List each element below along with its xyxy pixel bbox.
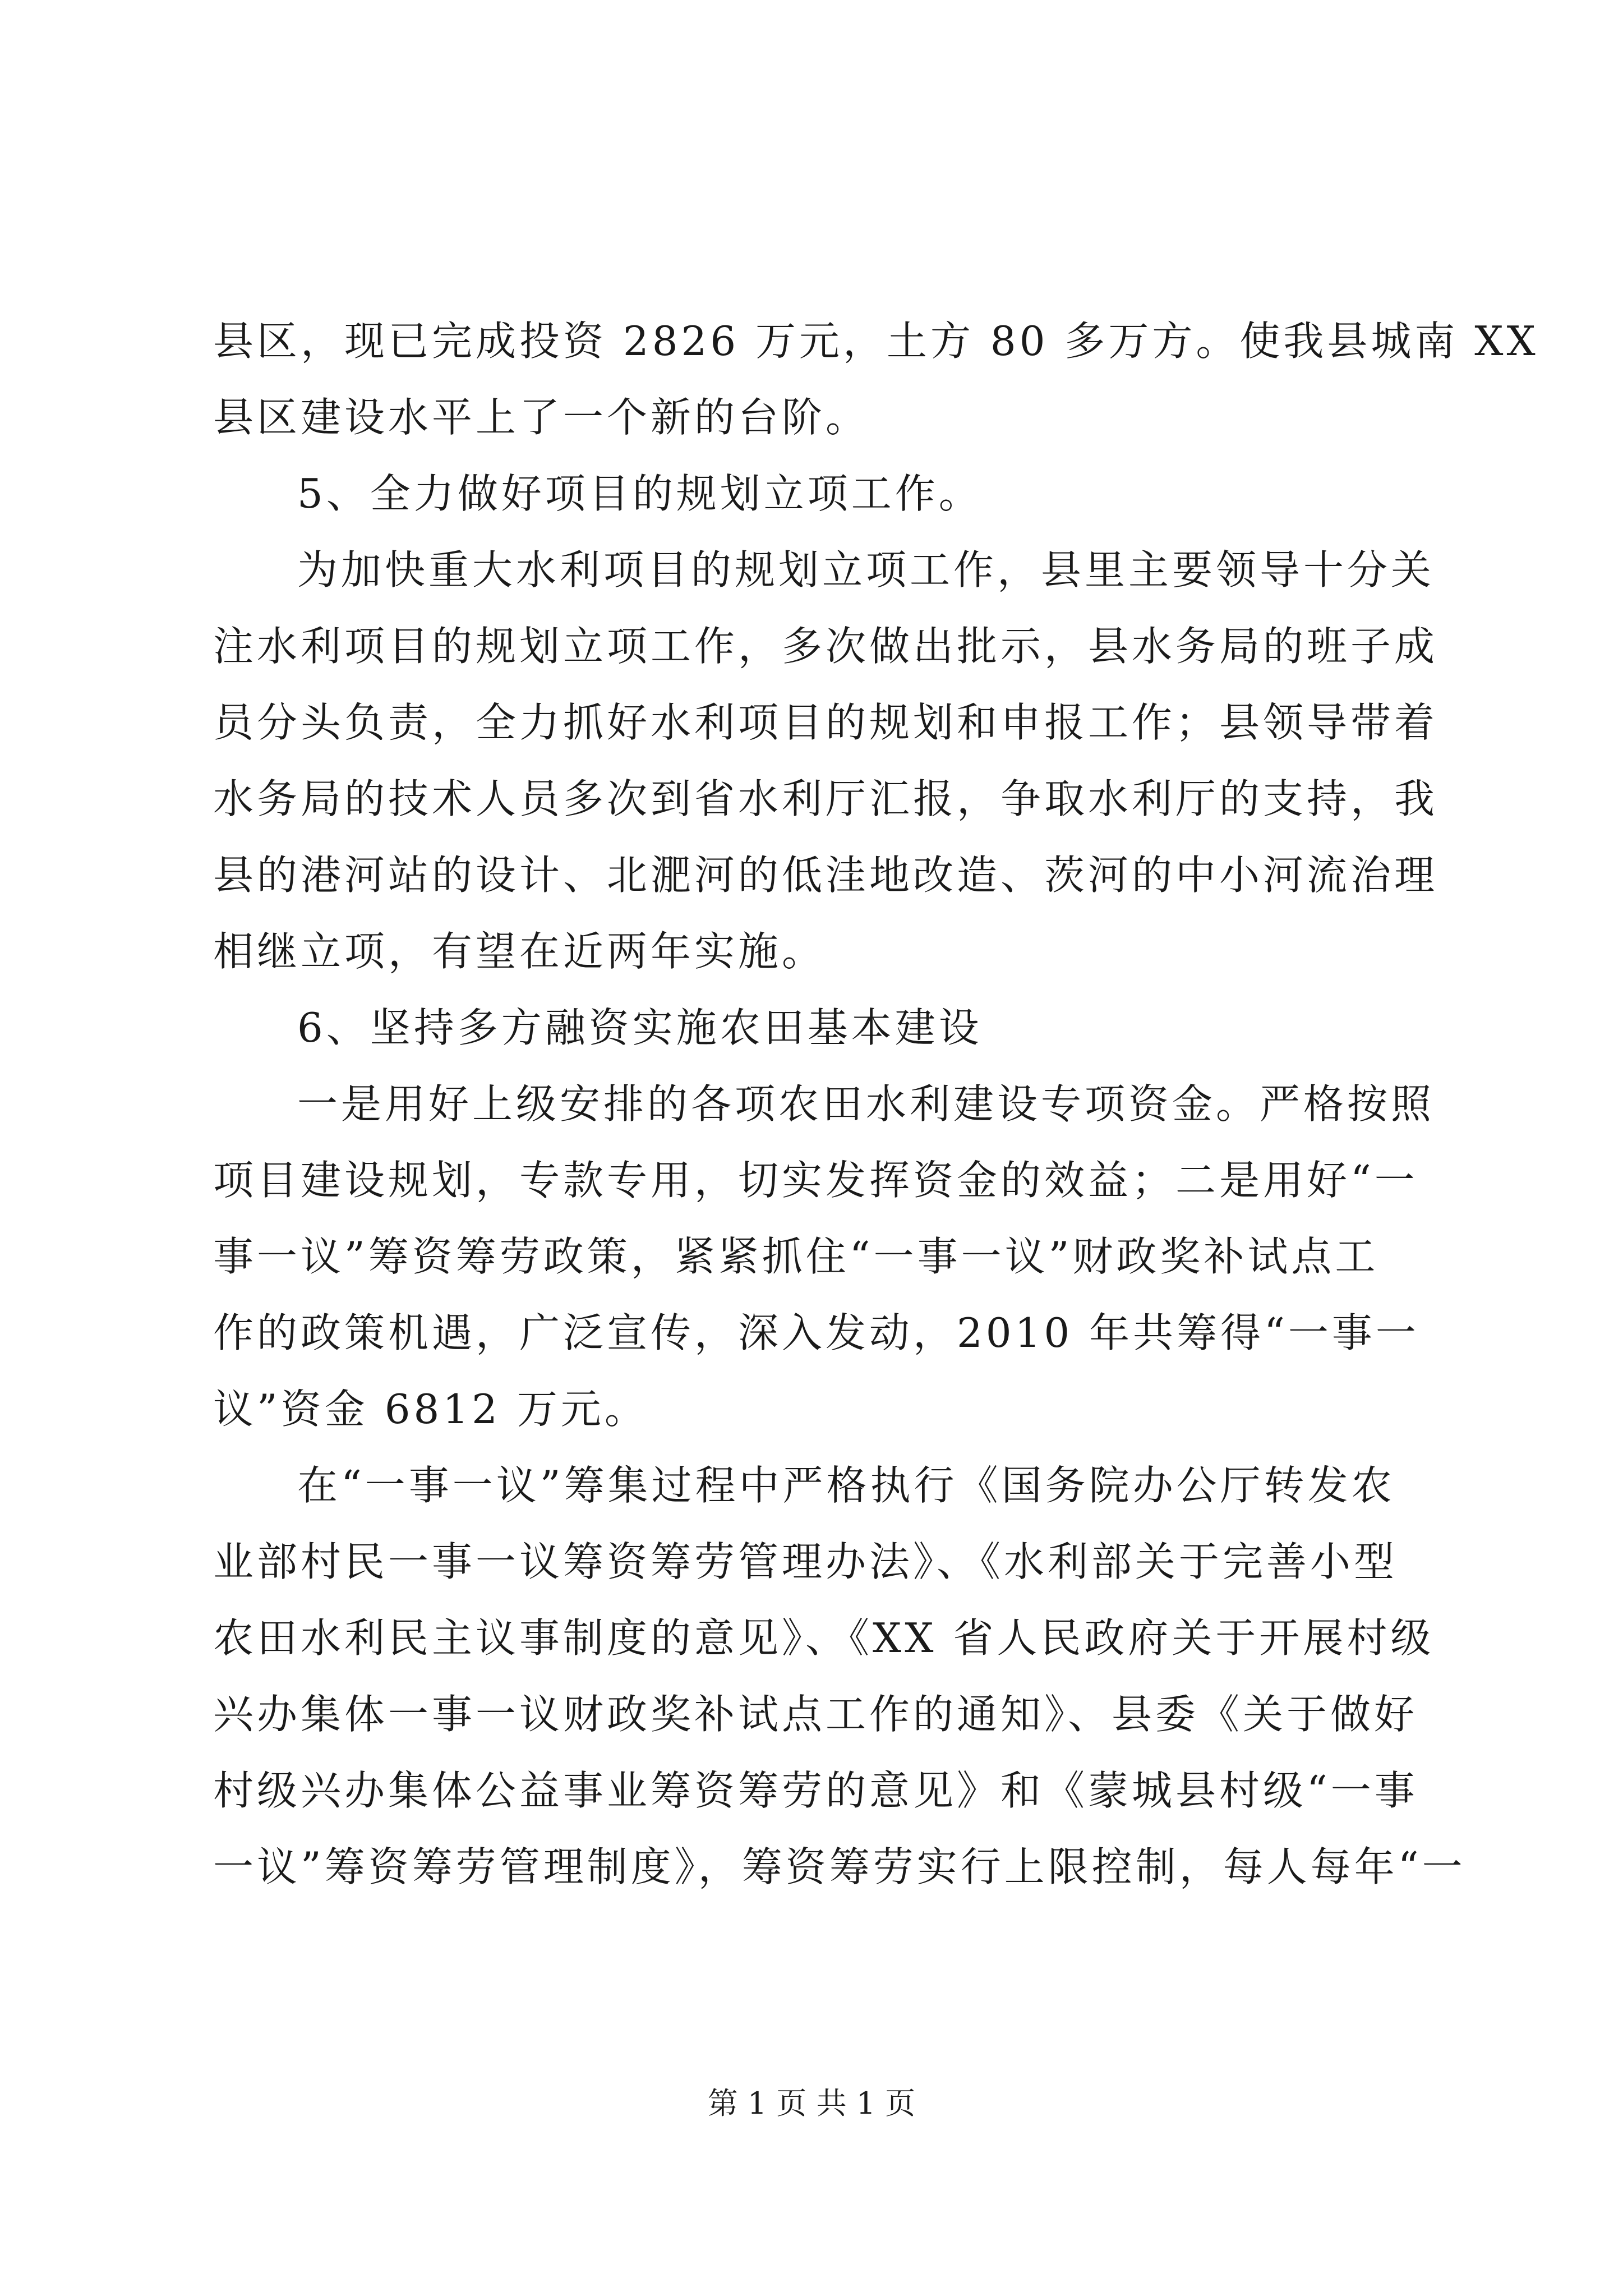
text-line: 农田水利民主议事制度的意见》、《XX 省人民政府关于开展村级 <box>213 1614 1435 1662</box>
text-line: 相继立项，有望在近两年实施。 <box>213 928 826 975</box>
text-line: 业部村民一事一议筹资筹劳管理办法》、《水利部关于完善小型 <box>213 1538 1398 1585</box>
document-body <box>213 303 1539 1905</box>
text-line: 县区，现已完成投资 2826 万元，土方 80 多万方。使我县城南 XX <box>213 318 1539 365</box>
text-line: 事一议”筹资筹劳政策，紧紧抓住“一事一议”财政奖补试点工 <box>213 1233 1379 1280</box>
text-line: 项目建设规划，专款专用，切实发挥资金的效益；二是用好“一 <box>213 1157 1418 1204</box>
text-line: 县区建设水平上了一个新的台阶。 <box>213 394 870 441</box>
section-heading: 6、坚持多方融资实施农田基本建设 <box>297 1004 983 1051</box>
text-line: 议”资金 6812 万元。 <box>213 1386 648 1433</box>
text-line: 为加快重大水利项目的规划立项工作，县里主要领导十分关 <box>297 546 1435 593</box>
text-line: 县的港河站的设计、北淝河的低洼地改造、茨河的中小河流治理 <box>213 852 1438 899</box>
text-line: 村级兴办集体公益事业筹资筹劳的意见》和《蒙城县村级“一事 <box>213 1767 1418 1814</box>
text-line: 一是用好上级安排的各项农田水利建设专项资金。严格按照 <box>297 1080 1435 1128</box>
text-line: 在“一事一议”筹集过程中严格执行《国务院办公厅转发农 <box>297 1462 1395 1509</box>
text-line: 员分头负责，全力抓好水利项目的规划和申报工作；县领导带着 <box>213 699 1438 746</box>
text-line: 作的政策机遇，广泛宣传，深入发动，2010 年共筹得“一事一 <box>213 1309 1419 1356</box>
text-line: 兴办集体一事一议财政奖补试点工作的通知》、县委《关于做好 <box>213 1691 1418 1738</box>
text-line: 注水利项目的规划立项工作，多次做出批示，县水务局的班子成 <box>213 623 1438 670</box>
text-line: 一议”筹资筹劳管理制度》，筹资筹劳实行上限控制，每人每年“一 <box>213 1843 1466 1890</box>
text-line: 水务局的技术人员多次到省水利厅汇报，争取水利厅的支持，我 <box>213 775 1438 822</box>
section-heading: 5、全力做好项目的规划立项工作。 <box>297 470 983 517</box>
page-footer: 第 1 页 共 1 页 <box>707 2086 916 2121</box>
